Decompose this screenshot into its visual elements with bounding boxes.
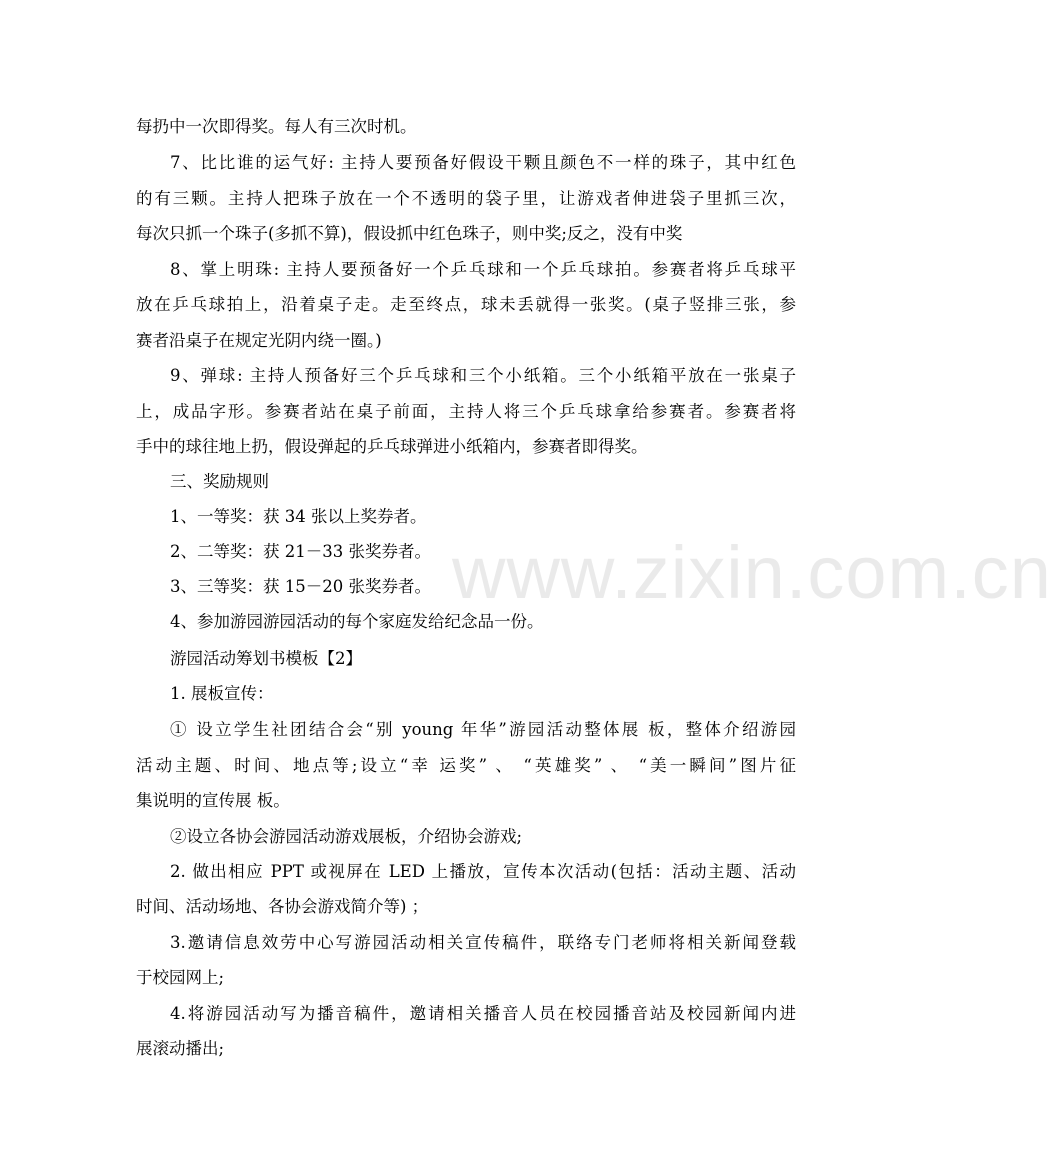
list-item: 1、一等奖：获 34 张以上奖券者。 [170,507,427,526]
text-line: 每扔中一次即得奖。每人有三次时机。 [136,117,417,136]
text-line: 的有三颗。主持人把珠子放在一个不透明的袋子里，让游戏者伸进袋子里抓三次， [136,189,796,208]
text-line: ②设立各协会游园活动游戏展板，介绍协会游戏; [170,827,523,846]
text-line: 3.邀请信息效劳中心写游园活动相关宣传稿件，联络专门老师将相关新闻登载 [170,933,796,952]
text-line: 放在乒乓球拍上，沿着桌子走。走至终点，球未丢就得一张奖。(桌子竖排三张，参 [136,295,796,314]
text-line: 时间、活动场地、各协会游戏简介等) ； [136,897,429,916]
text-line: 上，成品字形。参赛者站在桌子前面，主持人将三个乒乓球拿给参赛者。参赛者将 [136,402,796,421]
list-item: 2、二等奖：获 21－33 张奖券者。 [170,542,431,561]
list-item: 3、三等奖：获 15－20 张奖券者。 [170,577,431,596]
text-line: ① 设立学生社团结合会“别 young 年华”游园活动整体展 板，整体介绍游园 [170,720,796,739]
text-line: 于校园网上; [136,968,225,987]
text-line: 7、比比谁的运气好: 主持人要预备好假设干颗且颜色不一样的珠子，其中红色 [170,153,796,172]
list-item: 1. 展板宣传： [170,684,274,703]
text-line: 每次只抓一个珠子(多抓不算)，假设抓中红色珠子，则中奖;反之，没有中奖 [136,224,683,243]
section-heading: 游园活动筹划书模板【2】 [170,649,362,668]
text-line: 赛者沿桌子在规定光阴内绕一圈。) [136,331,382,350]
list-item: 4、参加游园游园活动的每个家庭发给纪念品一份。 [170,612,544,631]
text-line: 9、弹球: 主持人预备好三个乒乓球和三个小纸箱。三个小纸箱平放在一张桌子 [170,366,796,385]
text-line: 8、掌上明珠: 主持人要预备好一个乒乓球和一个乒乓球拍。参赛者将乒乓球平 [170,260,796,279]
watermark: www.zixin.com.cn [452,531,1052,614]
text-line: 手中的球往地上扔，假设弹起的乒乓球弹进小纸箱内，参赛者即得奖。 [136,437,648,456]
section-heading: 三、奖励规则 [170,472,269,491]
text-line: 展滚动播出; [136,1039,225,1058]
text-line: 活动主题、时间、地点等;设立“幸 运奖” 、 “英雄奖” 、 “美一瞬间”图片征 [136,756,796,775]
text-line: 集说明的宣传展 板。 [136,791,290,810]
text-line: 4.将游园活动写为播音稿件，邀请相关播音人员在校园播音站及校园新闻内进 [170,1004,796,1023]
text-line: 2. 做出相应 PPT 或视屏在 LED 上播放，宣传本次活动(包括：活动主题、活动 [170,862,796,881]
